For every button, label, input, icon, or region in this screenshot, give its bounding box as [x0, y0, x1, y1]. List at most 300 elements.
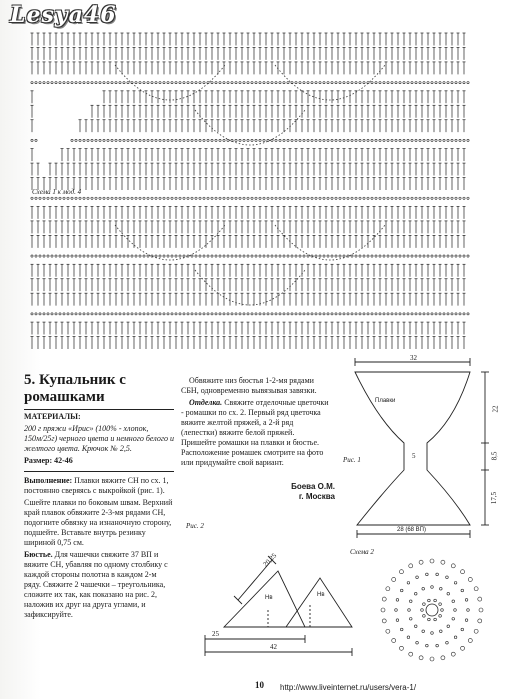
- chain-stitch-symbol: [87, 255, 89, 257]
- chain-stitch-symbol: [131, 255, 133, 257]
- chain-stitch-symbol: [467, 139, 469, 141]
- chain-stitch-symbol: [459, 313, 461, 315]
- chain-stitch-symbol: [175, 139, 177, 141]
- chain-stitch-symbol: [219, 255, 221, 257]
- chain-stitch-symbol: [387, 255, 389, 257]
- chain-stitch-symbol: [387, 197, 389, 199]
- chain-stitch-symbol: [107, 197, 109, 199]
- chain-stitch-symbol: [67, 81, 69, 83]
- daisy-stitch-symbol: [436, 573, 439, 576]
- chain-stitch-symbol: [275, 313, 277, 315]
- daisy-stitch-symbol: [446, 641, 449, 644]
- chain-stitch-symbol: [227, 313, 229, 315]
- chain-stitch-symbol: [75, 81, 77, 83]
- chain-stitch-symbol: [355, 197, 357, 199]
- chain-stitch-symbol: [95, 255, 97, 257]
- fig1-label: Рис. 1: [343, 456, 361, 464]
- chain-stitch-symbol: [123, 197, 125, 199]
- chain-stitch-symbol: [283, 313, 285, 315]
- chain-stitch-symbol: [199, 197, 201, 199]
- chain-stitch-symbol: [443, 255, 445, 257]
- chain-stitch-symbol: [327, 255, 329, 257]
- chain-stitch-symbol: [399, 139, 401, 141]
- chain-stitch-symbol: [363, 81, 365, 83]
- chain-stitch-symbol: [63, 313, 65, 315]
- chain-stitch-symbol: [383, 255, 385, 257]
- chain-stitch-symbol: [383, 313, 385, 315]
- chain-stitch-symbol: [39, 197, 41, 199]
- chain-stitch-symbol: [83, 197, 85, 199]
- chain-stitch-symbol: [407, 255, 409, 257]
- chain-stitch-symbol: [203, 197, 205, 199]
- chain-stitch-symbol: [287, 313, 289, 315]
- daisy-stitch-symbol: [419, 656, 423, 660]
- chain-stitch-symbol: [291, 197, 293, 199]
- chain-stitch-symbol: [287, 139, 289, 141]
- chain-stitch-symbol: [171, 81, 173, 83]
- chain-stitch-symbol: [359, 139, 361, 141]
- chain-stitch-symbol: [187, 197, 189, 199]
- daisy-stitch-symbol: [440, 587, 443, 590]
- chain-stitch-symbol: [247, 139, 249, 141]
- chain-stitch-symbol: [171, 139, 173, 141]
- fig1-top-width: 32: [410, 354, 417, 362]
- chain-stitch-symbol: [55, 313, 57, 315]
- daisy-stitch-symbol: [465, 599, 468, 602]
- chain-stitch-symbol: [191, 139, 193, 141]
- chain-stitch-symbol: [411, 197, 413, 199]
- chain-stitch-symbol: [183, 81, 185, 83]
- chain-stitch-symbol: [47, 81, 49, 83]
- chain-stitch-symbol: [199, 255, 201, 257]
- daisy-stitch-symbol: [407, 636, 410, 639]
- chain-stitch-symbol: [331, 139, 333, 141]
- chain-stitch-symbol: [39, 255, 41, 257]
- chain-stitch-symbol: [131, 313, 133, 315]
- chain-stitch-symbol: [163, 255, 165, 257]
- chain-stitch-symbol: [163, 313, 165, 315]
- chain-stitch-symbol: [307, 197, 309, 199]
- chain-stitch-symbol: [423, 313, 425, 315]
- chain-stitch-symbol: [239, 255, 241, 257]
- chain-stitch-symbol: [243, 81, 245, 83]
- chain-stitch-symbol: [51, 313, 53, 315]
- fig2-triangle-label-2: Нв: [317, 592, 325, 598]
- chain-stitch-symbol: [263, 197, 265, 199]
- chain-stitch-symbol: [247, 255, 249, 257]
- chain-stitch-symbol: [111, 139, 113, 141]
- chain-stitch-symbol: [271, 313, 273, 315]
- chain-stitch-symbol: [103, 81, 105, 83]
- chain-stitch-symbol: [143, 313, 145, 315]
- chain-stitch-symbol: [211, 197, 213, 199]
- chain-stitch-symbol: [463, 81, 465, 83]
- chain-stitch-symbol: [195, 255, 197, 257]
- chain-stitch-symbol: [459, 139, 461, 141]
- chain-stitch-symbol: [387, 313, 389, 315]
- chain-stitch-symbol: [371, 313, 373, 315]
- chain-stitch-symbol: [363, 313, 365, 315]
- chain-stitch-symbol: [255, 313, 257, 315]
- chain-stitch-symbol: [279, 255, 281, 257]
- chain-stitch-symbol: [335, 81, 337, 83]
- daisy-stitch-symbol: [452, 600, 455, 603]
- chain-stitch-symbol: [99, 139, 101, 141]
- chain-stitch-symbol: [255, 139, 257, 141]
- daisy-stitch-symbol: [430, 657, 434, 661]
- chain-stitch-symbol: [283, 81, 285, 83]
- chain-stitch-symbol: [215, 313, 217, 315]
- chain-stitch-symbol: [391, 255, 393, 257]
- chain-stitch-symbol: [31, 255, 33, 257]
- daisy-stitch-symbol: [382, 619, 386, 623]
- chain-stitch-symbol: [391, 197, 393, 199]
- daisy-stitch-symbol: [474, 587, 478, 591]
- chain-stitch-symbol: [407, 139, 409, 141]
- chain-stitch-symbol: [59, 197, 61, 199]
- chain-stitch-symbol: [375, 313, 377, 315]
- chain-stitch-symbol: [147, 139, 149, 141]
- chain-stitch-symbol: [435, 255, 437, 257]
- chain-stitch-symbol: [363, 139, 365, 141]
- source-url: http://www.liveinternet.ru/users/vera-1/: [280, 683, 417, 692]
- chain-stitch-symbol: [187, 81, 189, 83]
- chain-stitch-symbol: [379, 255, 381, 257]
- chain-stitch-symbol: [91, 139, 93, 141]
- daisy-stitch-symbol: [409, 600, 412, 603]
- chain-stitch-symbol: [343, 197, 345, 199]
- chain-stitch-symbol: [375, 139, 377, 141]
- chain-stitch-symbol: [43, 255, 45, 257]
- chain-stitch-symbol: [143, 197, 145, 199]
- chain-stitch-symbol: [79, 81, 81, 83]
- chain-stitch-symbol: [411, 313, 413, 315]
- author-name: Боева О.М.: [291, 482, 335, 491]
- chain-stitch-symbol: [79, 139, 81, 141]
- chain-stitch-symbol: [427, 197, 429, 199]
- chain-stitch-symbol: [383, 139, 385, 141]
- chain-stitch-symbol: [263, 81, 265, 83]
- chain-stitch-symbol: [415, 197, 417, 199]
- chain-stitch-symbol: [251, 81, 253, 83]
- chain-stitch-symbol: [435, 197, 437, 199]
- chain-stitch-symbol: [203, 313, 205, 315]
- chain-stitch-symbol: [447, 197, 449, 199]
- chain-stitch-symbol: [91, 255, 93, 257]
- chain-stitch-symbol: [99, 197, 101, 199]
- chain-stitch-symbol: [163, 139, 165, 141]
- chain-stitch-symbol: [403, 139, 405, 141]
- chain-stitch-symbol: [59, 81, 61, 83]
- daisy-stitch-symbol: [416, 641, 419, 644]
- chain-stitch-symbol: [355, 255, 357, 257]
- chain-stitch-symbol: [123, 139, 125, 141]
- chain-stitch-symbol: [327, 197, 329, 199]
- size-label: Размер: 42-46: [24, 456, 73, 465]
- chain-stitch-symbol: [351, 255, 353, 257]
- daisy-stitch-symbol: [441, 560, 445, 564]
- chain-stitch-symbol: [319, 139, 321, 141]
- daisy-stitch-symbol: [440, 630, 443, 633]
- execution-text: Плавки вяжите СН по сх. 1, постоянно сверяясь с выкройкой (рис. 1).: [24, 476, 169, 495]
- chain-stitch-symbol: [239, 197, 241, 199]
- chain-stitch-symbol: [95, 139, 97, 141]
- chain-stitch-symbol: [271, 197, 273, 199]
- chain-stitch-symbol: [227, 139, 229, 141]
- chain-stitch-symbol: [339, 139, 341, 141]
- chain-stitch-symbol: [207, 255, 209, 257]
- daisy-stitch-symbol: [461, 589, 464, 592]
- chain-stitch-symbol: [323, 313, 325, 315]
- chain-stitch-symbol: [71, 255, 73, 257]
- chain-stitch-symbol: [99, 255, 101, 257]
- chain-stitch-symbol: [235, 81, 237, 83]
- chain-stitch-symbol: [119, 313, 121, 315]
- chain-stitch-symbol: [347, 197, 349, 199]
- chain-stitch-symbol: [171, 313, 173, 315]
- chain-stitch-symbol: [371, 255, 373, 257]
- daisy-stitch-symbol: [461, 646, 465, 650]
- chain-stitch-symbol: [415, 255, 417, 257]
- chain-stitch-symbol: [403, 81, 405, 83]
- daisy-stitch-symbol: [451, 564, 455, 568]
- chain-stitch-symbol: [455, 139, 457, 141]
- chain-stitch-symbol: [335, 313, 337, 315]
- chain-stitch-symbol: [455, 255, 457, 257]
- chain-stitch-symbol: [243, 313, 245, 315]
- chain-stitch-symbol: [443, 139, 445, 141]
- chain-stitch-symbol: [459, 255, 461, 257]
- chain-stitch-symbol: [35, 197, 37, 199]
- chain-stitch-symbol: [227, 255, 229, 257]
- chain-stitch-symbol: [167, 197, 169, 199]
- daisy-stitch-symbol: [414, 592, 417, 595]
- chain-stitch-symbol: [143, 139, 145, 141]
- chain-stitch-symbol: [31, 197, 33, 199]
- chain-stitch-symbol: [391, 313, 393, 315]
- chain-stitch-symbol: [31, 313, 33, 315]
- chain-stitch-symbol: [391, 81, 393, 83]
- magazine-logo: Lesya46: [10, 2, 117, 28]
- chain-stitch-symbol: [159, 313, 161, 315]
- daisy-stitch-symbol: [396, 599, 399, 602]
- chain-stitch-symbol: [339, 313, 341, 315]
- chain-stitch-symbol: [51, 197, 53, 199]
- chain-stitch-symbol: [35, 313, 37, 315]
- chain-stitch-symbol: [439, 139, 441, 141]
- daisy-stitch-symbol: [467, 609, 470, 612]
- chain-stitch-symbol: [107, 81, 109, 83]
- chain-stitch-symbol: [215, 81, 217, 83]
- daisy-stitch-symbol: [439, 615, 442, 618]
- chain-stitch-symbol: [223, 197, 225, 199]
- article-title: 5. Купальник с ромашками: [24, 372, 126, 405]
- chain-stitch-symbol: [143, 81, 145, 83]
- chain-stitch-symbol: [119, 197, 121, 199]
- chain-stitch-symbol: [115, 313, 117, 315]
- chain-stitch-symbol: [343, 255, 345, 257]
- daisy-stitch-symbol: [454, 581, 457, 584]
- chain-stitch-symbol: [403, 197, 405, 199]
- chain-stitch-symbol: [51, 81, 53, 83]
- chain-stitch-symbol: [91, 313, 93, 315]
- chain-stitch-symbol: [95, 313, 97, 315]
- chain-stitch-symbol: [447, 139, 449, 141]
- daisy-stitch-symbol: [422, 587, 425, 590]
- chain-stitch-symbol: [195, 197, 197, 199]
- chain-stitch-symbol: [155, 313, 157, 315]
- chain-stitch-symbol: [175, 81, 177, 83]
- chain-stitch-symbol: [39, 81, 41, 83]
- chain-stitch-symbol: [419, 81, 421, 83]
- chain-stitch-symbol: [375, 81, 377, 83]
- chain-stitch-symbol: [259, 81, 261, 83]
- chain-stitch-symbol: [423, 255, 425, 257]
- chain-stitch-symbol: [315, 139, 317, 141]
- daisy-stitch-symbol: [400, 589, 403, 592]
- chain-stitch-symbol: [151, 197, 153, 199]
- chain-stitch-symbol: [399, 313, 401, 315]
- chain-stitch-symbol: [451, 197, 453, 199]
- chain-stitch-symbol: [463, 313, 465, 315]
- fig2-label: Рис. 2: [186, 522, 204, 530]
- chain-stitch-symbol: [195, 313, 197, 315]
- daisy-stitch-symbol: [436, 644, 439, 647]
- chain-stitch-symbol: [167, 313, 169, 315]
- chain-stitch-symbol: [139, 197, 141, 199]
- chain-stitch-symbol: [111, 81, 113, 83]
- chain-stitch-symbol: [147, 255, 149, 257]
- chain-stitch-symbol: [347, 139, 349, 141]
- chain-stitch-symbol: [291, 255, 293, 257]
- chain-stitch-symbol: [447, 255, 449, 257]
- chain-stitch-symbol: [135, 139, 137, 141]
- chain-stitch-symbol: [271, 255, 273, 257]
- chain-stitch-symbol: [263, 139, 265, 141]
- chain-stitch-symbol: [267, 313, 269, 315]
- chain-stitch-symbol: [363, 197, 365, 199]
- chain-stitch-symbol: [439, 313, 441, 315]
- chain-stitch-symbol: [431, 139, 433, 141]
- chain-stitch-symbol: [247, 313, 249, 315]
- chain-stitch-symbol: [367, 139, 369, 141]
- chain-stitch-symbol: [303, 81, 305, 83]
- chain-stitch-symbol: [139, 81, 141, 83]
- chain-stitch-symbol: [183, 255, 185, 257]
- chain-stitch-symbol: [407, 81, 409, 83]
- chain-stitch-symbol: [467, 197, 469, 199]
- chain-stitch-symbol: [463, 255, 465, 257]
- chain-stitch-symbol: [319, 197, 321, 199]
- chain-stitch-symbol: [431, 81, 433, 83]
- chain-stitch-symbol: [223, 313, 225, 315]
- daisy-stitch-symbol: [474, 629, 478, 633]
- chain-stitch-symbol: [339, 81, 341, 83]
- chain-stitch-symbol: [83, 139, 85, 141]
- chain-stitch-symbol: [419, 197, 421, 199]
- chain-stitch-symbol: [87, 197, 89, 199]
- daisy-stitch-symbol: [431, 586, 434, 589]
- chain-stitch-symbol: [323, 139, 325, 141]
- chain-stitch-symbol: [35, 81, 37, 83]
- chain-stitch-symbol: [283, 197, 285, 199]
- chain-stitch-symbol: [227, 81, 229, 83]
- daisy-center-ring: [426, 604, 438, 616]
- chain-stitch-symbol: [75, 255, 77, 257]
- chain-stitch-symbol: [187, 139, 189, 141]
- daisy-stitch-symbol: [409, 652, 413, 656]
- daisy-stitch-symbol: [478, 597, 482, 601]
- daisy-stitch-symbol: [426, 573, 429, 576]
- chain-stitch-symbol: [299, 197, 301, 199]
- chain-stitch-symbol: [427, 313, 429, 315]
- chain-stitch-symbol: [203, 255, 205, 257]
- chain-stitch-symbol: [315, 81, 317, 83]
- chain-stitch-symbol: [167, 255, 169, 257]
- chain-stitch-symbol: [175, 313, 177, 315]
- chain-stitch-symbol: [455, 313, 457, 315]
- chain-stitch-symbol: [319, 313, 321, 315]
- chain-stitch-symbol: [323, 255, 325, 257]
- chain-stitch-symbol: [123, 313, 125, 315]
- chain-stitch-symbol: [391, 139, 393, 141]
- chain-stitch-symbol: [411, 139, 413, 141]
- daisy-stitch-symbol: [478, 619, 482, 623]
- chain-stitch-symbol: [139, 139, 141, 141]
- chain-stitch-symbol: [55, 255, 57, 257]
- chain-stitch-symbol: [99, 81, 101, 83]
- daisy-stitch-symbol: [409, 618, 412, 621]
- chain-stitch-symbol: [307, 139, 309, 141]
- chain-stitch-symbol: [347, 81, 349, 83]
- chain-stitch-symbol: [311, 313, 313, 315]
- chain-stitch-symbol: [63, 255, 65, 257]
- chain-stitch-symbol: [367, 197, 369, 199]
- chain-stitch-symbol: [219, 139, 221, 141]
- chain-stitch-symbol: [79, 197, 81, 199]
- execution-label: Выполнение:: [24, 476, 73, 485]
- chain-stitch-symbol: [211, 313, 213, 315]
- daisy-stitch-symbol: [422, 630, 425, 633]
- chain-stitch-symbol: [195, 139, 197, 141]
- daisy-stitch-symbol: [434, 618, 437, 621]
- chain-stitch-symbol: [35, 255, 37, 257]
- chain-stitch-symbol: [455, 197, 457, 199]
- chain-stitch-symbol: [283, 255, 285, 257]
- chain-stitch-symbol: [319, 255, 321, 257]
- author-city: г. Москва: [298, 492, 335, 501]
- chain-stitch-symbol: [175, 255, 177, 257]
- chain-stitch-symbol: [423, 139, 425, 141]
- chain-stitch-symbol: [419, 255, 421, 257]
- edging-text: Обвяжите низ бюстья 1-2-мя рядами СБН, одновременно вывязывая завязки.: [181, 376, 317, 395]
- chain-stitch-symbol: [251, 255, 253, 257]
- chain-stitch-symbol: [299, 81, 301, 83]
- daisy-stitch-symbol: [430, 559, 434, 563]
- chain-stitch-symbol: [75, 139, 77, 141]
- chain-stitch-symbol: [179, 81, 181, 83]
- chain-stitch-symbol: [311, 197, 313, 199]
- chain-stitch-symbol: [439, 81, 441, 83]
- chain-stitch-symbol: [63, 197, 65, 199]
- chain-stitch-symbol: [91, 81, 93, 83]
- chain-stitch-symbol: [435, 81, 437, 83]
- chain-stitch-symbol: [275, 139, 277, 141]
- chain-stitch-symbol: [127, 197, 129, 199]
- chain-stitch-symbol: [195, 81, 197, 83]
- chain-stitch-symbol: [279, 197, 281, 199]
- chain-stitch-symbol: [43, 197, 45, 199]
